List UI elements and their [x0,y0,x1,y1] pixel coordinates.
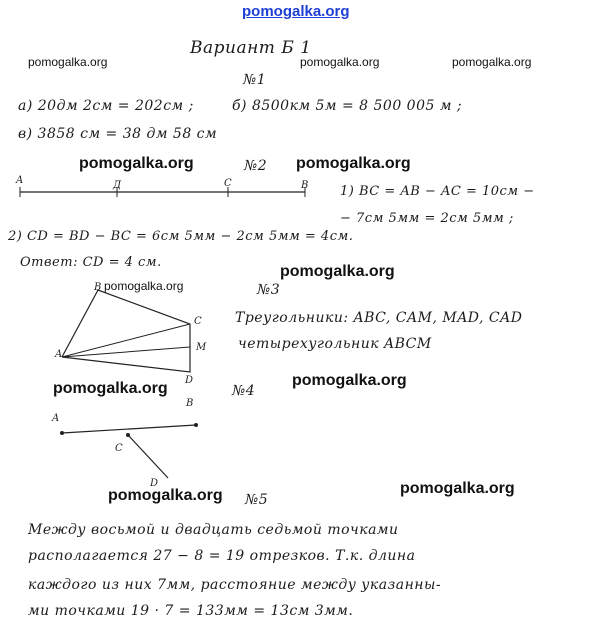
point-label: C [194,316,202,327]
task1-number: №1 [243,72,267,88]
task5-line2: располагается 27 − 8 = 19 отрезков. Т.к. длина [28,548,416,564]
point-label: B [94,282,102,293]
task2-step2: 2) CD = BD − BC = 6см 5мм − 2см 5мм = 4см. [8,229,354,244]
point-label: M [196,342,207,353]
point-label: C [115,443,123,454]
watermark: pomogalka.org [104,279,184,293]
watermark: pomogalka.org [300,55,380,69]
task2-step1b: − 7см 5мм = 2см 5мм ; [340,211,514,226]
watermark: pomogalka.org [53,380,168,397]
point-label: B [186,398,194,409]
watermark: pomogalka.org [296,155,411,172]
task5-line3: каждого из них 7мм, расстояние между указанны- [28,577,442,593]
watermark: pomogalka.org [79,155,194,172]
watermark: pomogalka.org [400,480,515,497]
point-label: A [55,349,63,360]
variant-heading: Вариант Б 1 [190,38,312,58]
task1-line-b: б) 8500км 5м = 8 500 005 м ; [232,98,463,114]
task5-line1: Между восьмой и двадцать седьмой точками [28,522,399,538]
point-label: B [301,180,309,191]
task3-quad: четырехугольник ABCM [238,336,432,352]
point-label: Д [113,180,122,191]
task2-number: №2 [244,158,268,174]
watermark: pomogalka.org [452,55,532,69]
watermark: pomogalka.org [108,487,223,504]
task4-number: №4 [232,383,256,399]
task3-triangles: Треугольники: ABC, CAM, MAD, CAD [235,310,523,326]
task5-number: №5 [245,492,269,508]
watermark: pomogalka.org [292,372,407,389]
watermark: pomogalka.org [280,263,395,280]
watermark-top[interactable]: pomogalka.org [242,3,350,20]
point-label: A [16,175,24,186]
task2-answer: Ответ: CD = 4 см. [20,255,162,270]
task1-line-c: в) 3858 см = 38 дм 58 см [18,126,218,142]
point-label: A [52,413,60,424]
task3-number: №3 [257,282,281,298]
point-label: C [224,178,232,189]
watermark: pomogalka.org [28,55,108,69]
point-label: D [150,478,159,489]
task1-line-a: а) 20дм 2см = 202см ; [18,98,194,114]
task2-step1: 1) BC = AB − AC = 10см − [340,184,535,199]
point-label: D [185,375,194,386]
task5-line4: ми точками 19 · 7 = 133мм = 13см 3мм. [28,603,354,619]
